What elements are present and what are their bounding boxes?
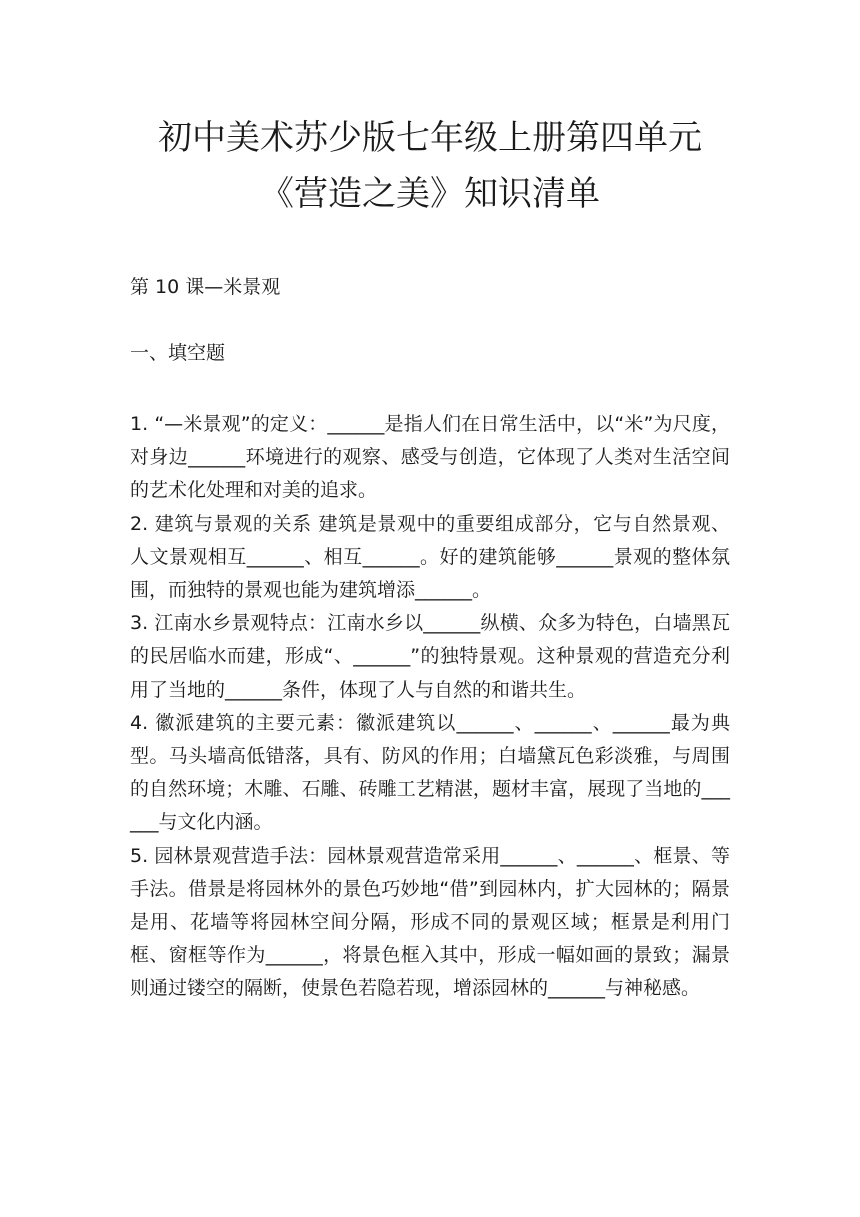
document-title: 初中美术苏少版七年级上册第四单元《营造之美》知识清单 <box>158 118 702 214</box>
question-item-3: 3. 江南水乡景观特点：江南水乡以______纵横、众多为特色，白墙黑瓦的民居临水而建，形成“、______”的独特景观。这种景观的营造充分利用了当地的______条件，体现了人与自然的和谐共生。 <box>130 612 730 701</box>
question-item-5: 5. 园林景观营造手法：园林景观营造常采用______、______、框景、等手法。借景是将园林外的景色巧妙地“借”到园林内，扩大园林的；隔景是用、花墙等将园林空间分隔，形成不同的景观区域；框景是利用门框、窗框等作为______，将景色框入其中，形成一幅如画的景致；漏景则通过镂空的隔断，使景色若隐若现，增添园林的______与神秘感。 <box>130 844 730 1000</box>
section-heading: 一、填空题 <box>130 342 226 364</box>
question-item-2: 2. 建筑与景观的关系 建筑是景观中的重要组成部分，它与自然景观、人文景观相互______、相互______。好的建筑能够______景观的整体氛围，而独特的景观也能为建筑增添______。 <box>130 512 730 602</box>
lesson-heading: 第 10 课—米景观 <box>130 276 281 298</box>
question-item-4: 4. 徽派建筑的主要元素：徽派建筑以______、______、______最为典型。马头墙高低错落，具有、防风的作用；白墙黛瓦色彩淡雅，与周围的自然环境；木雕、石雕、砖雕工艺精湛，题材丰富，展现了当地的______与文化内涵。 <box>130 711 730 834</box>
question-item-1: 1. “—米景观”的定义：______是指人们在日常生活中，以“米”为尺度，对身边______环境进行的观察、感受与创造，它体现了人类对生活空间的艺术化处理和对美的追求。 <box>130 413 730 502</box>
question-list <box>130 408 730 1006</box>
